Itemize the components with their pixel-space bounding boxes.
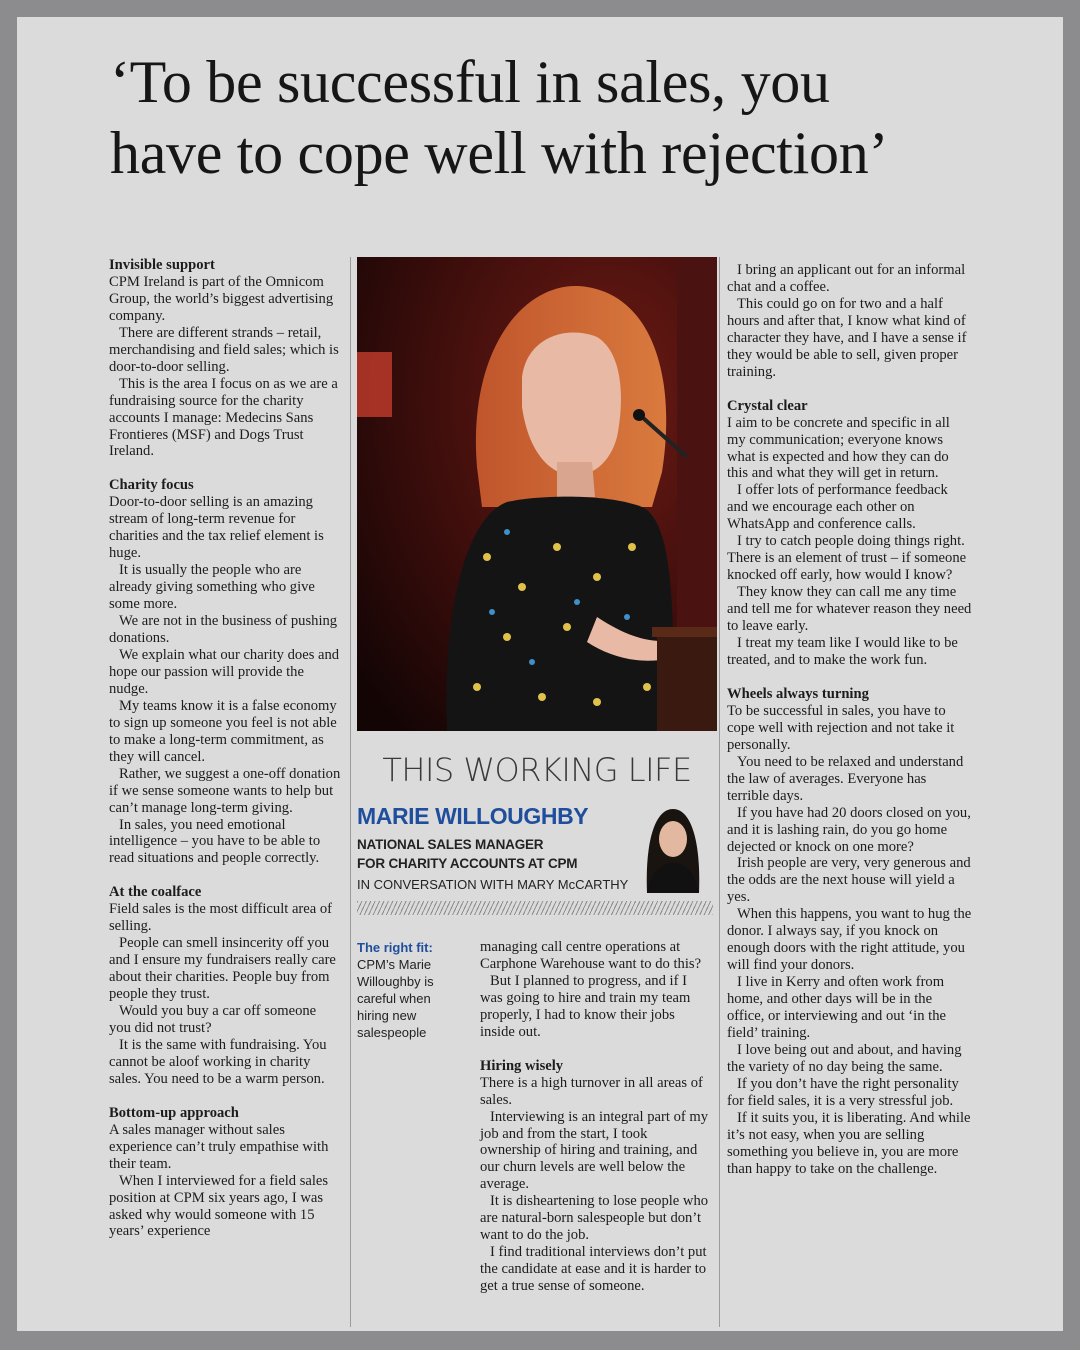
paragraph: If you don’t have the right personality for field sales, it is a very stressful job. xyxy=(727,1075,959,1109)
paragraph: Irish people are very, very generous and the odds are the next house will yield a yes. xyxy=(727,855,971,906)
section-title: THIS WORKING LIFE xyxy=(382,751,692,789)
article-column-3 xyxy=(727,262,972,1178)
paragraph: A sales manager without sales experience can’t truly empathise with their team. xyxy=(109,1121,329,1172)
paragraph: CPM Ireland is part of the Omnicom Group, the world’s biggest advertising company. xyxy=(109,273,334,324)
paragraph: Field sales is the most difficult area of selling. xyxy=(109,901,333,935)
newspaper-page xyxy=(17,17,1063,1331)
headline xyxy=(110,47,1010,189)
paragraph: This could go on for two and a half hours and after that, I know what kind of character they have, and I have a sense if they would be able to sell, given proper training. xyxy=(727,295,967,380)
paragraph: When I interviewed for a field sales position at CPM six years ago, I was asked why would someone with 15 years’ experience xyxy=(109,1172,329,1240)
paragraph: When this happens, you want to hug the donor. I always say, if you knock on enough doors with the right attitude, you will find your donors. xyxy=(727,906,972,974)
paragraph: If it suits you, it is liberating. And while it’s not easy, when you are selling something you believe in, you are more than happy to take on the challenge. xyxy=(727,1109,971,1177)
paragraph: Rather, we suggest a one-off donation if we sense someone wants to help but can’t manage long-term giving. xyxy=(109,765,341,816)
paragraph: I love being out and about, and having the variety of no day being the same. xyxy=(727,1041,962,1075)
paragraph: We explain what our charity does and hope our passion will provide the nudge. xyxy=(109,646,340,697)
byline-role-line: NATIONAL SALES MANAGER xyxy=(357,837,544,852)
speaker-at-podium-illustration xyxy=(357,257,717,731)
byline-role xyxy=(357,835,597,873)
paragraph: I offer lots of performance feedback and we encourage each other on WhatsApp and conference calls. xyxy=(727,482,948,533)
headshot-illustration xyxy=(633,801,711,893)
paragraph: If you have had 20 doors closed on you, and it is lashing rain, do you go home dejected or knock on one more? xyxy=(727,804,971,855)
paragraph: They know they can call me any time and tell me for whatever reason they need to leave early. xyxy=(727,584,972,635)
article-column-2 xyxy=(480,939,710,1295)
paragraph: There is a high turnover in all areas of sales. xyxy=(480,1074,703,1108)
subheading-bottom-up-approach: Bottom-up approach xyxy=(109,1104,239,1121)
paragraph: Door-to-door selling is an amazing stream of long-term revenue for charities and the tax relief element is huge. xyxy=(109,494,324,562)
headline-line-1: ‘To be successful in sales, you xyxy=(110,49,830,115)
paragraph: It is the same with fundraising. You cannot be aloof working in charity sales. You need to be a warm person. xyxy=(109,1036,327,1087)
subheading-crystal-clear: Crystal clear xyxy=(727,397,808,414)
caption-text: CPM’s Marie Willoughby is careful when hiring new salespeople xyxy=(357,957,434,1040)
reporter-headshot xyxy=(633,801,711,893)
paragraph: You need to be relaxed and understand the law of averages. Everyone has terrible days. xyxy=(727,753,964,804)
paragraph: To be successful in sales, you have to cope well with rejection and not take it personally. xyxy=(727,702,955,753)
paragraph: It is disheartening to lose people who are natural-born salespeople but don’t want to do the job. xyxy=(480,1193,709,1244)
paragraph: managing call centre operations at Carphone Warehouse want to do this? xyxy=(480,939,702,972)
headline-line-2: have to cope well with rejection’ xyxy=(110,120,889,186)
paragraph: My teams know it is a false economy to sign up someone you feel is not able to make a long-term commitment, as they will cancel. xyxy=(109,697,337,765)
paragraph: People can smell insincerity off you and I ensure my fundraisers really care about their charities. People buy from people they trust. xyxy=(109,935,336,1003)
column-rule xyxy=(350,257,351,1327)
paragraph: I aim to be concrete and specific in all my communication; everyone knows what is expected and how they can do this and what they will get in return. xyxy=(727,414,950,482)
subheading-charity-focus: Charity focus xyxy=(109,477,194,494)
portrait-photo xyxy=(357,257,717,731)
paragraph: Would you buy a car off someone you did not trust? xyxy=(109,1003,317,1036)
caption-lead: The right fit: xyxy=(357,940,433,955)
paragraph: I find traditional interviews don’t put the candidate at ease and it is harder to get a true sense of someone. xyxy=(480,1244,707,1295)
paragraph: I live in Kerry and often work from home, and other days will be in the office, or interviewing and out ‘in the field’ training. xyxy=(727,974,946,1041)
subheading-invisible-support: Invisible support xyxy=(109,257,215,273)
paragraph: But I planned to progress, and if I was going to hire and train my team properly, I had to know their jobs inside out. xyxy=(480,972,691,1040)
subheading-wheels-always-turning: Wheels always turning xyxy=(727,685,869,702)
subheading-hiring-wisely: Hiring wisely xyxy=(480,1057,564,1074)
hatched-divider xyxy=(357,901,713,915)
byline-name: MARIE WILLOUGHBY xyxy=(357,803,589,829)
paragraph: I try to catch people doing things right. There is an element of trust – if someone knocked off early, how would I know? xyxy=(727,533,967,584)
paragraph: I treat my team like I would like to be treated, and to make the work fun. xyxy=(727,635,958,668)
subheading-at-the-coalface: At the coalface xyxy=(109,884,202,901)
byline-role-line: FOR CHARITY ACCOUNTS AT CPM xyxy=(357,856,578,871)
paragraph: This is the area I focus on as we are a fundraising source for the charity accounts I manage: Medecins Sans Frontieres (MSF) and Dogs Trust Ireland. xyxy=(109,375,338,460)
paragraph: I bring an applicant out for an informal chat and a coffee. xyxy=(727,262,966,295)
paragraph: It is usually the people who are already giving something who give some more. xyxy=(109,562,315,613)
byline-conversation: IN CONVERSATION WITH MARY McCARTHY xyxy=(357,877,629,892)
paragraph: We are not in the business of pushing donations. xyxy=(109,613,338,647)
photo-caption xyxy=(357,939,457,1041)
paragraph: In sales, you need emotional intelligence – you have to be able to read situations and people correctly. xyxy=(109,816,321,867)
article-column-1 xyxy=(109,257,341,1240)
paragraph: Interviewing is an integral part of my job and from the start, I took ownership of hiring and training, and our churn levels are well below the average. xyxy=(480,1108,709,1193)
column-rule xyxy=(719,257,720,1327)
paragraph: There are different strands – retail, merchandising and field sales; which is door-to-door selling. xyxy=(109,324,339,375)
